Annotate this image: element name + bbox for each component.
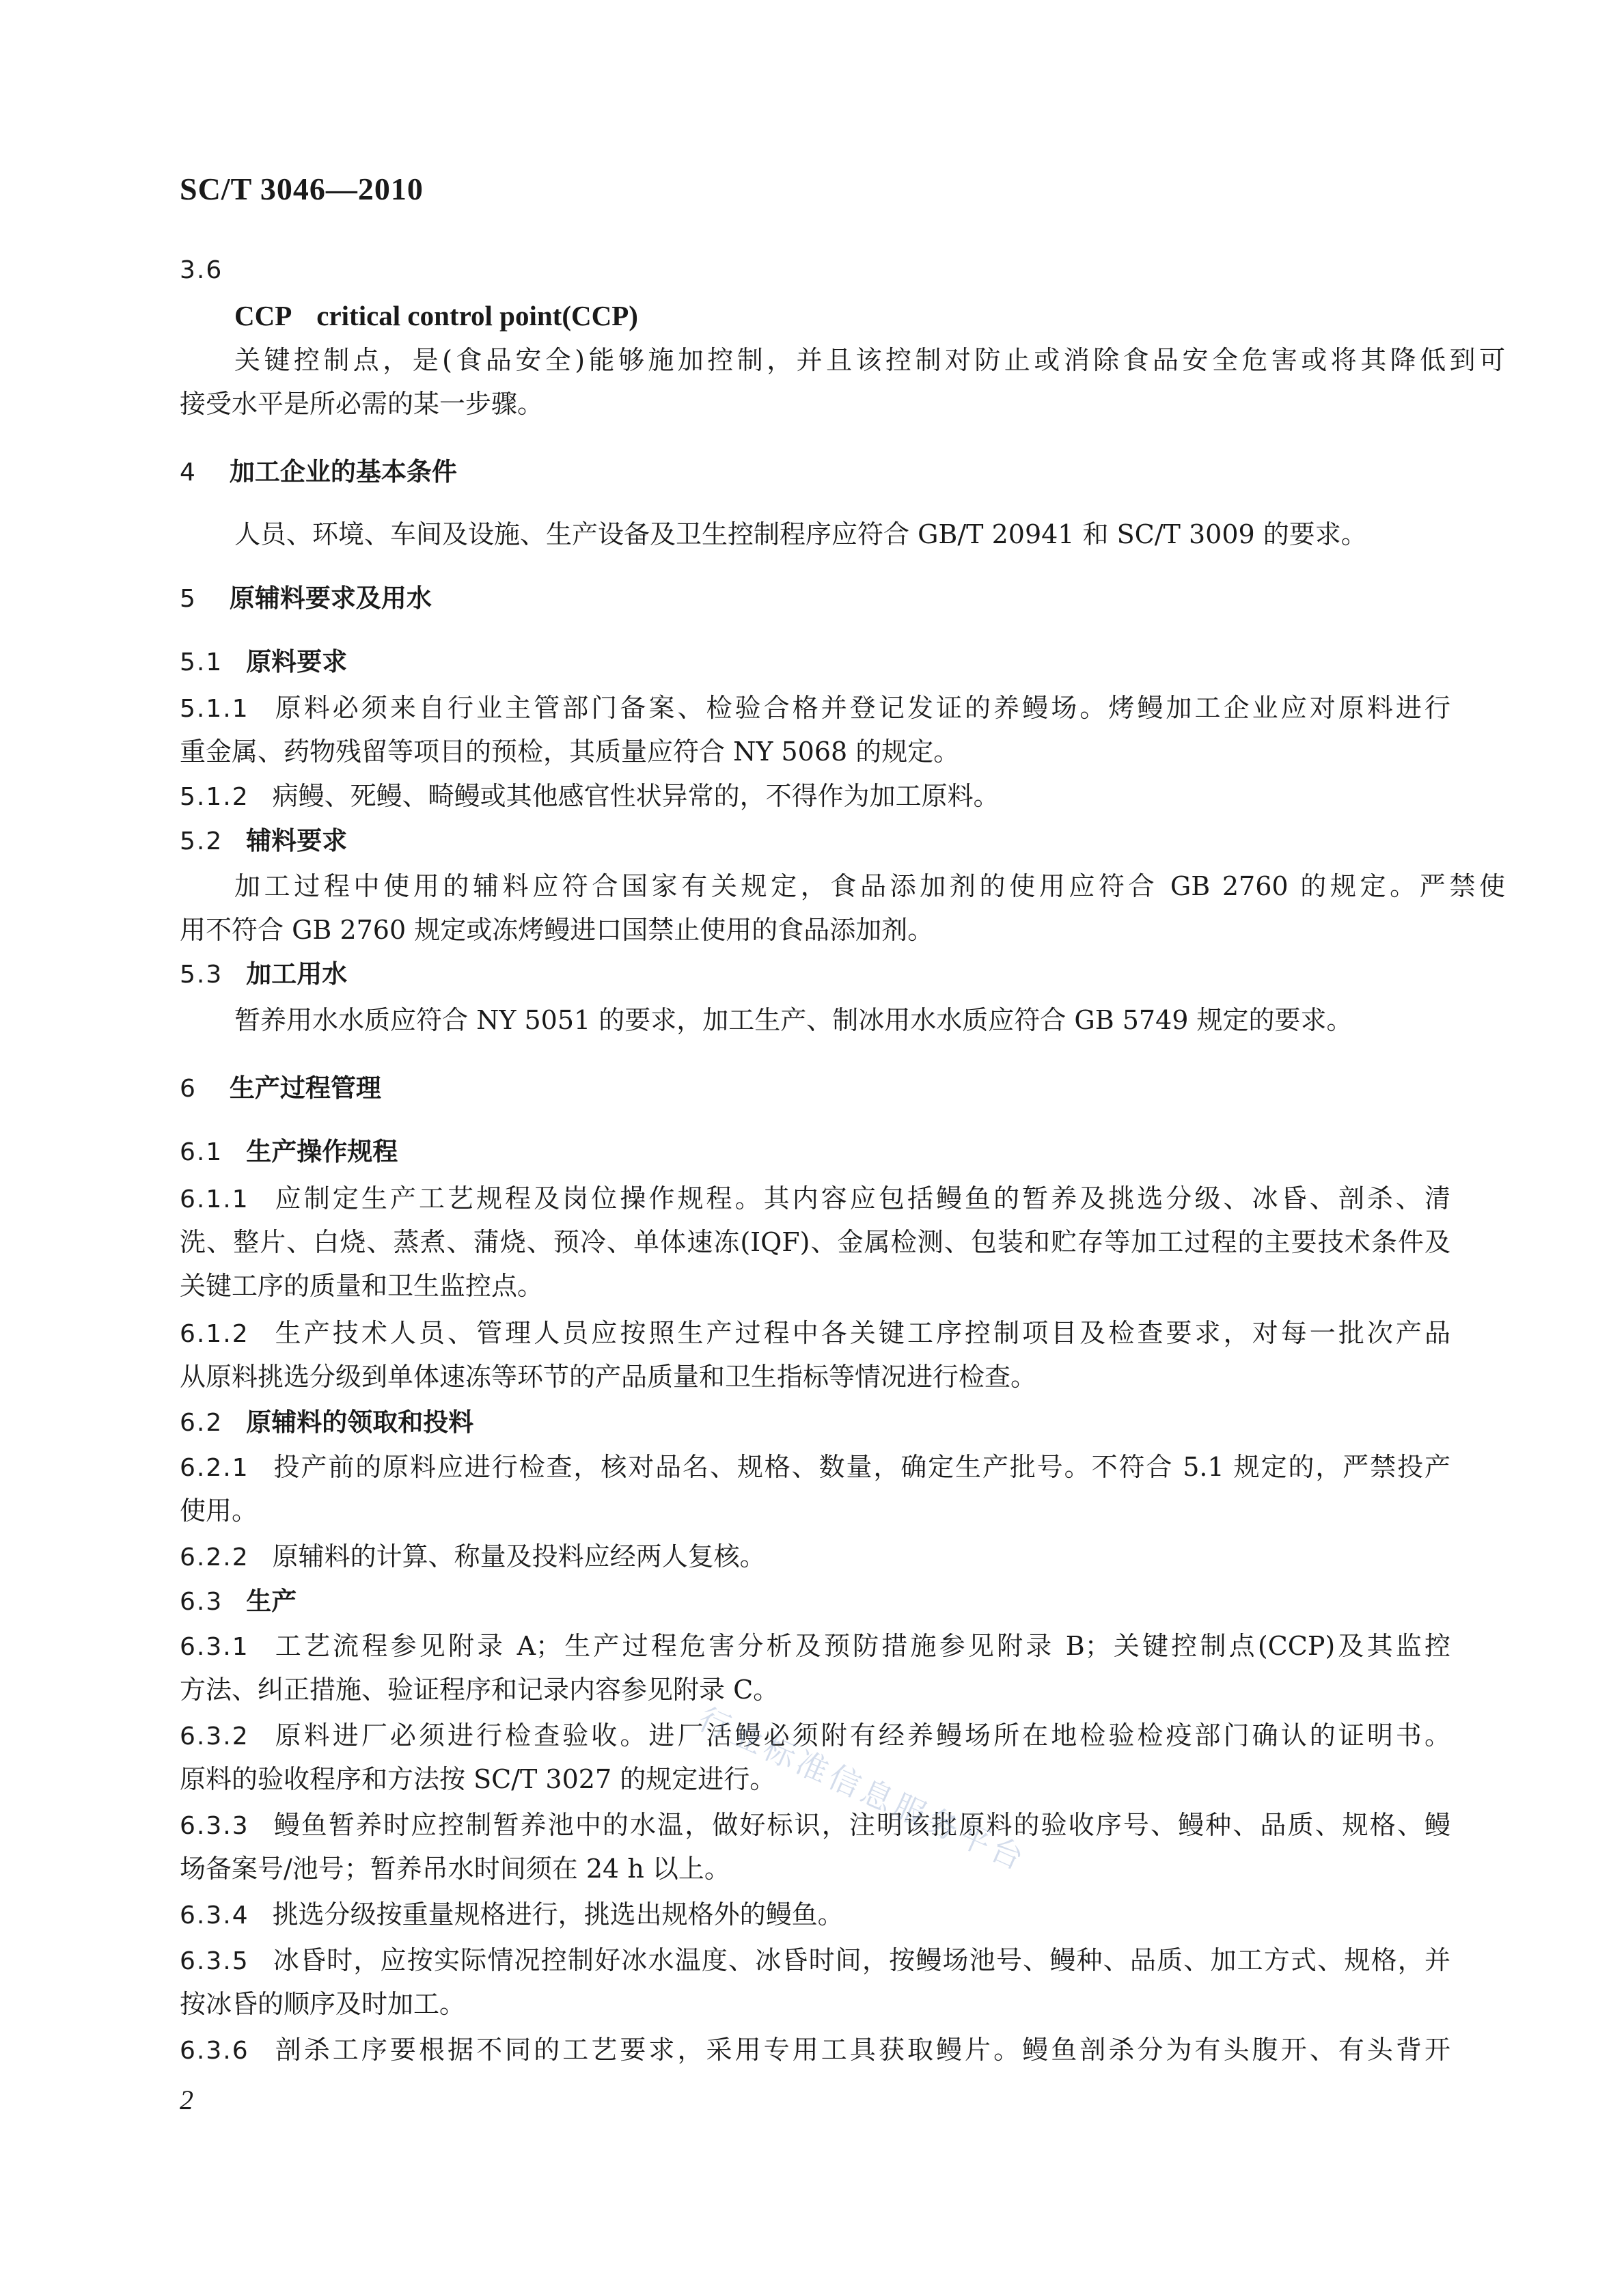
- clause-6-1-2-line-2: 从原料挑选分级到单体速冻等环节的产品质量和卫生指标等情况进行检查。: [180, 1362, 1037, 1392]
- clause-6-3-4-number: 6.3.4: [180, 1901, 249, 1929]
- ccp-definition-line-2: 接受水平是所必需的某一步骤。: [180, 389, 544, 419]
- clause-5-1-1-number: 5.1.1: [180, 695, 249, 723]
- clause-6-2-1-text: 投产前的原料应进行检查，核对品名、规格、数量，确定生产批号。不符合 5.1 规定的，严禁投产: [272, 1452, 1450, 1482]
- clause-6-3-1-line-1: [180, 1623, 1450, 1671]
- clause-6-1-1-text: 应制定生产工艺规程及岗位操作规程。其内容应包括鳗鱼的暂养及挑选分级、冰昏、剖杀、清: [272, 1183, 1450, 1213]
- clause-6-3-5-number: 6.3.5: [180, 1947, 249, 1975]
- clause-5-2-title: 辅料要求: [246, 826, 348, 855]
- section-4-heading: [180, 448, 1450, 496]
- clause-6-2-title: 原辅料的领取和投料: [246, 1407, 474, 1437]
- section-5-number: 5: [180, 585, 197, 613]
- clause-6-1-2-number: 6.1.2: [180, 1320, 249, 1348]
- clause-6-1-1-line-1: [180, 1175, 1450, 1223]
- clause-6-2-2: [180, 1533, 1450, 1581]
- clause-5-3-title: 加工用水: [246, 959, 348, 989]
- clause-6-3-1-number: 6.3.1: [180, 1633, 249, 1661]
- clause-6-3-3-number: 6.3.3: [180, 1812, 249, 1840]
- clause-5-2-number: 5.2: [180, 827, 223, 855]
- clause-6-2-number: 6.2: [180, 1409, 223, 1437]
- clause-6-2-1-line-2: 使用。: [180, 1496, 258, 1526]
- clause-6-3-heading: [180, 1578, 1450, 1625]
- clause-3-6-number: 3.6: [180, 256, 223, 284]
- clause-6-3-title: 生产: [246, 1587, 297, 1616]
- clause-5-1-1-text: 原料必须来自行业主管部门备案、检验合格并登记发证的养鳗场。烤鳗加工企业应对原料进行: [272, 693, 1450, 723]
- watermark: 行业标准信息服务平台: [693, 1700, 1033, 1879]
- clause-5-1-1-line-2: 重金属、药物残留等项目的预检，其质量应符合 NY 5068 的规定。: [180, 737, 960, 767]
- clause-6-2-heading: [180, 1399, 1450, 1446]
- clause-5-2-line-2: 用不符合 GB 2760 规定或冻烤鳗进口国禁止使用的食品添加剂。: [180, 915, 934, 945]
- clause-6-2-1-number: 6.2.1: [180, 1454, 249, 1482]
- page-number: 2: [180, 2085, 193, 2115]
- clause-6-3-3-line-2: 场备案号/池号；暂养吊水时间须在 24 h 以上。: [180, 1854, 730, 1884]
- clause-5-1-title: 原料要求: [246, 647, 348, 676]
- clause-5-3-line-1: 暂养用水水质应符合 NY 5051 的要求，加工生产、制冰用水水质应符合 GB 5749 规定的要求。: [234, 1005, 1353, 1035]
- section-6-title: 生产过程管理: [229, 1073, 381, 1103]
- clause-6-1-number: 6.1: [180, 1138, 223, 1166]
- clause-6-3-1-line-2: 方法、纠正措施、验证程序和记录内容参见附录 C。: [180, 1675, 780, 1705]
- section-4-body: 人员、环境、车间及设施、生产设备及卫生控制程序应符合 GB/T 20941 和 SC/T 3009 的要求。: [234, 519, 1367, 549]
- clause-5-3-number: 5.3: [180, 961, 223, 989]
- clause-6-2-2-text: 原辅料的计算、称量及投料应经两人复核。: [272, 1541, 766, 1571]
- clause-5-1-1-line-1: [180, 685, 1450, 732]
- clause-6-3-3-text: 鳗鱼暂养时应控制暂养池中的水温，做好标识，注明该批原料的验收序号、鳗种、品质、规格、鳗: [272, 1810, 1450, 1840]
- section-4-title: 加工企业的基本条件: [229, 457, 457, 486]
- term-abbr: CCP: [234, 300, 292, 331]
- clause-6-1-2-line-1: [180, 1310, 1450, 1358]
- section-6-number: 6: [180, 1075, 197, 1103]
- clause-6-3-4-text: 挑选分级按重量规格进行，挑选出规格外的鳗鱼。: [272, 1899, 844, 1929]
- section-5-title: 原辅料要求及用水: [229, 583, 432, 613]
- clause-5-2-line-1: 加工过程中使用的辅料应符合国家有关规定，食品添加剂的使用应符合 GB 2760 的规定。严禁使: [234, 871, 1505, 901]
- clause-5-3-heading: [180, 950, 1450, 998]
- clause-6-3-number: 6.3: [180, 1588, 223, 1616]
- document-code: SC/T 3046—2010: [180, 171, 424, 206]
- clause-6-3-2-line-2: 原料的验收程序和方法按 SC/T 3027 的规定进行。: [180, 1764, 776, 1794]
- clause-6-3-5-line-2: 按冰昏的顺序及时加工。: [180, 1989, 466, 2019]
- term-full: critical control point(CCP): [316, 300, 638, 331]
- clause-5-1-heading: [180, 638, 1450, 686]
- clause-6-3-6-text: 剖杀工序要根据不同的工艺要求，采用专用工具获取鳗片。鳗鱼剖杀分为有头腹开、有头背开: [272, 2035, 1450, 2065]
- ccp-definition-line-1: 关键控制点，是(食品安全)能够施加控制，并且该控制对防止或消除食品安全危害或将其降低到可: [234, 345, 1505, 375]
- term-ccp: [180, 292, 1505, 339]
- clause-5-1-2-number: 5.1.2: [180, 783, 249, 811]
- clause-6-3-5-line-1: [180, 1937, 1450, 1985]
- clause-5-1-2: [180, 773, 1450, 821]
- clause-6-3-6-number: 6.3.6: [180, 2037, 249, 2065]
- section-5-heading: [180, 575, 1450, 622]
- clause-6-3-2-number: 6.3.2: [180, 1722, 249, 1750]
- clause-6-1-1-line-3: 关键工序的质量和卫生监控点。: [180, 1271, 544, 1301]
- clause-6-2-2-number: 6.2.2: [180, 1543, 249, 1571]
- clause-6-1-1-number: 6.1.1: [180, 1185, 249, 1213]
- section-6-heading: [180, 1065, 1450, 1112]
- clause-6-3-3-line-1: [180, 1802, 1450, 1850]
- clause-6-3-6-line-1: [180, 2027, 1450, 2074]
- clause-6-3-1-text: 工艺流程参见附录 A；生产过程危害分析及预防措施参见附录 B；关键控制点(CCP)及其监控: [272, 1631, 1450, 1661]
- clause-6-1-title: 生产操作规程: [246, 1137, 398, 1166]
- clause-5-2-heading: [180, 817, 1450, 865]
- clause-6-3-5-text: 冰昏时，应按实际情况控制好冰水温度、冰昏时间，按鳗场池号、鳗种、品质、加工方式、规格，并: [272, 1945, 1450, 1975]
- section-4-number: 4: [180, 458, 197, 486]
- clause-6-2-1-line-1: [180, 1444, 1450, 1492]
- clause-6-1-2-text: 生产技术人员、管理人员应按照生产过程中各关键工序控制项目及检查要求，对每一批次产品: [272, 1318, 1450, 1348]
- clause-6-1-heading: [180, 1128, 1450, 1176]
- clause-5-1-number: 5.1: [180, 648, 223, 676]
- clause-6-3-4: [180, 1891, 1450, 1939]
- clause-6-1-1-line-2: 洗、整片、白烧、蒸煮、蒲烧、预冷、单体速冻(IQF)、金属检测、包装和贮存等加工过程的主要技术条件及: [180, 1227, 1450, 1257]
- clause-6-3-2-text: 原料进厂必须进行检查验收。进厂活鳗必须附有经养鳗场所在地检验检疫部门确认的证明书。: [272, 1720, 1450, 1750]
- clause-5-1-2-text: 病鳗、死鳗、畸鳗或其他感官性状异常的，不得作为加工原料。: [272, 781, 1000, 811]
